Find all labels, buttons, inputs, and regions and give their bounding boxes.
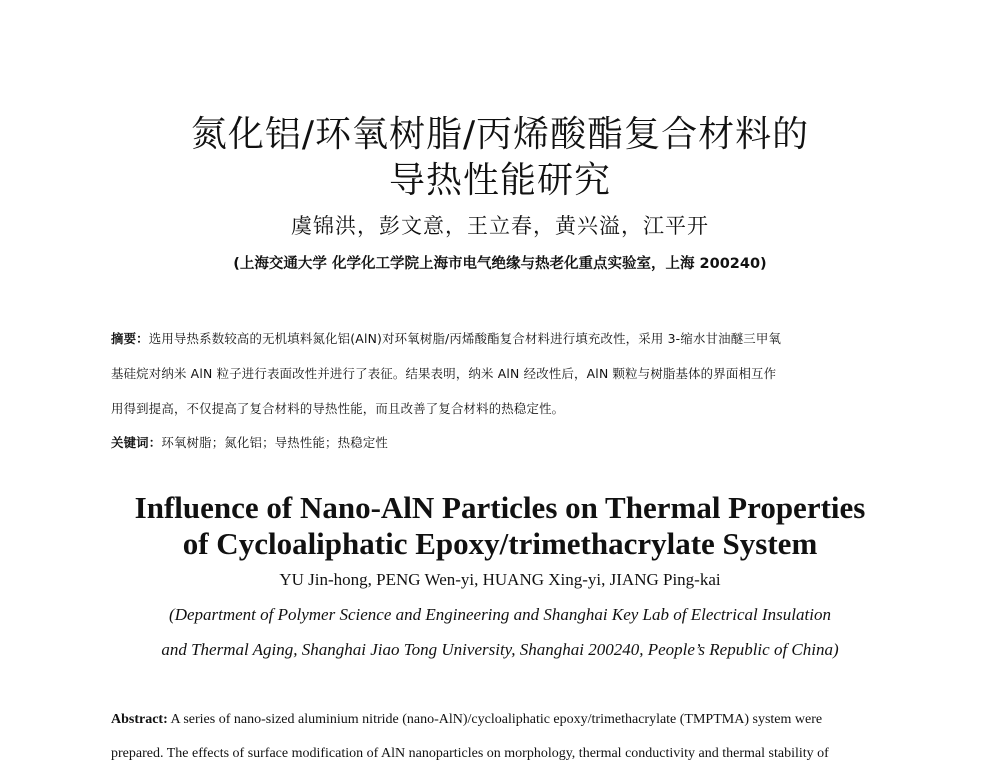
chinese-affiliation: (上海交通大学 化学化工学院上海市电气绝缘与热老化重点实验室，上海 200240) [233,256,767,272]
chinese-abstract-line-2: 基硅烷对纳米 AlN 粒子进行表面改性并进行了表征。结果表明，纳米 AlN 经改性后，AlN 颗粒与树脂基体的界面相互作 [111,366,777,381]
english-abstract-line-1 [111,712,911,728]
chinese-keywords-text: 环氧树脂；氮化铝；导热性能；热稳定性 [161,435,389,450]
chinese-title-line-2: 导热性能研究 [388,160,611,201]
chinese-keywords [111,433,911,451]
english-affiliation-line-2: and Thermal Aging, Shanghai Jiao Tong University, Shanghai 200240, People’s Republic of China) [161,640,839,659]
chinese-abstract-text-1: 选用导热系数较高的无机填料氮化铝(AlN)对环氧树脂/丙烯酸酯复合材料进行填充改性，采用 3-缩水甘油醚三甲氧 [148,331,782,346]
chinese-abstract-line-3: 用得到提高，不仅提高了复合材料的导热性能，而且改善了复合材料的热稳定性。 [111,401,565,416]
english-abstract-label: Abstract: [111,712,168,727]
english-affiliation-line-1: (Department of Polymer Science and Engineering and Shanghai Key Lab of Electrical Insulation [169,605,831,624]
english-title-line-1: Influence of Nano-AlN Particles on Thermal Properties [134,490,866,525]
english-title-line-2: of Cycloaliphatic Epoxy/trimethacrylate System [182,526,818,561]
chinese-title-line-1: 氮化铝/环氧树脂/丙烯酸酯复合材料的 [190,114,810,155]
english-authors: YU Jin-hong, PENG Wen-yi, HUANG Xing-yi, JIANG Ping-kai [279,570,721,589]
chinese-abstract-label: 摘要： [111,331,149,346]
chinese-abstract-line-1 [111,329,911,347]
chinese-keywords-label: 关键词： [111,435,162,450]
chinese-authors: 虞锦洪，彭文意，王立春，黄兴溢，江平开 [291,214,709,238]
english-abstract-text-1: A series of nano-sized aluminium nitride (nano-AlN)/cycloaliphatic epoxy/trimethacrylate (TMPTMA) system were [167,712,823,727]
english-abstract-line-2: prepared. The effects of surface modification of AlN nanoparticles on morphology, thermal conductivity and thermal stability of [111,746,829,761]
